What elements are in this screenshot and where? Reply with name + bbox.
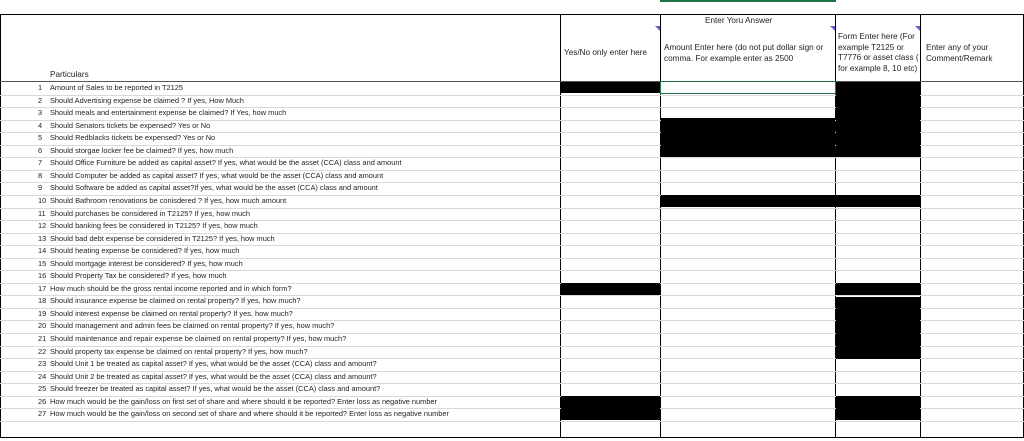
table-row[interactable]	[38, 171, 383, 181]
col-border-form-left	[835, 14, 836, 438]
table-bottom-border	[0, 437, 1024, 438]
selected-cell[interactable]	[660, 81, 836, 94]
col-border-comment-left	[920, 14, 921, 438]
table-row[interactable]	[38, 347, 308, 357]
table-row[interactable]	[38, 146, 233, 156]
row-gridline	[0, 421, 1024, 422]
blocked-cell	[836, 297, 920, 359]
row-number: 4	[38, 120, 43, 130]
blocked-cell	[836, 82, 920, 157]
row-number: 1	[38, 83, 43, 92]
row-question: Should banking fees be considered in T2125? If yes, how much	[50, 221, 258, 231]
comment-header: Enter any of your Comment/Remark	[926, 43, 993, 63]
row-number: 23	[38, 359, 47, 369]
amount-header: Amount Enter here (do not put dollar sign or comma. For example enter as 2500	[664, 43, 824, 63]
table-row[interactable]	[38, 196, 286, 206]
row-number: 27	[38, 409, 47, 419]
row-number: 26	[38, 396, 47, 406]
table-row[interactable]	[38, 158, 402, 168]
form-header: Form Enter here (For example T2125 or T7776 or asset class ( for example 8, 10 etc)	[838, 32, 919, 73]
table-row[interactable]	[38, 234, 275, 244]
table-top-border	[0, 14, 1024, 15]
table-row[interactable]	[38, 83, 183, 93]
row-question: Should Unit 2 be treated as capital asset? If yes, what would be the asset (CCA) class and amount?	[50, 371, 377, 381]
table-row[interactable]	[38, 183, 378, 193]
table-row[interactable]	[38, 246, 239, 256]
col-border-amount-left	[660, 14, 661, 438]
table-row[interactable]	[38, 359, 377, 369]
table-row[interactable]	[38, 259, 243, 269]
comment-indicator-icon[interactable]	[915, 26, 920, 31]
table-row[interactable]	[38, 321, 334, 331]
particulars-header: Particulars	[50, 70, 89, 79]
row-question: Should Software be added as capital asset?If yes, what would be the asset (CCA) class and amount	[50, 183, 378, 193]
row-number: 10	[38, 195, 47, 205]
table-row[interactable]	[38, 397, 437, 407]
table-row[interactable]	[38, 121, 210, 131]
row-number: 6	[38, 145, 43, 155]
row-question: Should storgae locker fee be claimed? If yes, how much	[50, 145, 234, 155]
row-question: Should freezer be treated as capital asset? If yes, what would be the asset (CCA) class and amount?	[50, 384, 381, 394]
table-row[interactable]	[38, 221, 258, 231]
table-row[interactable]	[38, 133, 215, 143]
blocked-cell	[561, 82, 660, 93]
row-number: 15	[38, 258, 47, 268]
row-question: Should bad debt expense be considered in T2125? If yes, how much	[50, 233, 275, 243]
row-question: Should meals and entertainment expense be claimed? If Yes, how much	[50, 108, 287, 118]
row-number: 5	[38, 133, 43, 143]
row-number: 11	[38, 208, 46, 218]
table-row[interactable]	[38, 108, 286, 118]
row-question: Should Property Tax be considered? If yes, how much	[50, 271, 227, 281]
table-row[interactable]	[38, 209, 250, 219]
row-question: Should Advertising expense be claimed ? If yes, How Much	[50, 95, 244, 105]
row-question: Should insurance expense be claimed on rental property? If yes, how much?	[50, 296, 301, 306]
row-question: How much would be the gain/loss on first set of share and where should it be reported? Enter loss as negative number	[50, 396, 437, 406]
row-number: 24	[38, 371, 47, 381]
row-question: Should interest expense be claimed on rental property? If yes, how much?	[50, 308, 293, 318]
enter-answer-header: Enter Yoru Answer	[705, 16, 773, 25]
row-question: Should heating expense be considered? If yes, how much	[50, 246, 240, 256]
table-left-border	[0, 14, 1, 438]
row-question: Should Bathroom renovations be conisdered ? If yes, how much amount	[50, 195, 287, 205]
table-row[interactable]	[38, 296, 301, 306]
row-number: 20	[38, 321, 47, 331]
row-question: Should management and admin fees be claimed on rental property? If yes, how much?	[50, 321, 335, 331]
comment-indicator-icon[interactable]	[830, 26, 835, 31]
row-number: 19	[38, 308, 47, 318]
table-row[interactable]	[38, 384, 380, 394]
row-question: Amount of Sales to be reported in T2125	[50, 83, 183, 92]
row-question: Should maintenance and repair expense be claimed on rental property? If yes, how much?	[50, 334, 347, 343]
row-number: 7	[38, 158, 43, 168]
row-question: Should property tax expense be claimed on rental property? If yes, how much?	[50, 346, 308, 356]
row-question: Should Computer be added as capital asset? If yes, what would be the asset (CCA) class and amount	[50, 170, 384, 180]
row-number: 17	[38, 283, 47, 293]
table-row[interactable]	[38, 334, 346, 344]
table-row[interactable]	[38, 271, 227, 281]
blocked-cell	[661, 195, 920, 207]
row-number: 18	[38, 296, 47, 306]
row-number: 3	[38, 108, 43, 118]
row-number: 2	[38, 95, 43, 105]
row-question: Should Office Furniture be added as capital asset? If yes, what would be the asset (CCA) class and amount	[50, 158, 402, 168]
row-number: 16	[38, 271, 47, 281]
blocked-cell	[561, 396, 660, 420]
row-number: 9	[38, 183, 43, 193]
row-number: 8	[38, 170, 43, 180]
row-number: 12	[38, 221, 47, 231]
row-question: Should mortgage interest be considered? If yes, how much	[50, 258, 243, 268]
blocked-cell	[836, 283, 920, 295]
col-border-yesno-left	[560, 14, 561, 438]
row-question: How much would be the gain/loss on second set of share and where should it be reported? Enter loss as negative number	[50, 409, 449, 419]
table-row[interactable]	[38, 284, 292, 294]
table-row[interactable]	[38, 96, 244, 106]
blocked-cell	[661, 118, 835, 157]
row-number: 14	[38, 246, 47, 256]
yes-no-header: Yes/No only enter here	[564, 48, 647, 57]
row-number: 21	[38, 334, 47, 343]
blocked-cell	[561, 283, 660, 295]
row-number: 13	[38, 233, 47, 243]
row-question: Should Redblacks tickets be expensed? Yes or No	[50, 133, 216, 143]
table-row[interactable]	[38, 409, 449, 419]
row-question: Should Unit 1 be treated as capital asset? If yes, what would be the asset (CCA) class and amount?	[50, 359, 377, 369]
row-question: Should purchases be considered in T2125? If yes, how much	[50, 208, 250, 218]
row-question: Should Senators tickets be expensed? Yes or No	[50, 120, 211, 130]
comment-indicator-icon[interactable]	[655, 26, 660, 31]
row-number: 22	[38, 346, 47, 356]
column-selection-indicator	[660, 0, 836, 2]
blocked-cell	[836, 396, 920, 420]
row-number: 25	[38, 384, 47, 394]
table-row[interactable]	[38, 309, 293, 319]
table-row[interactable]	[38, 372, 377, 382]
row-question: How much should be the gross rental income reported and in which form?	[50, 283, 292, 293]
